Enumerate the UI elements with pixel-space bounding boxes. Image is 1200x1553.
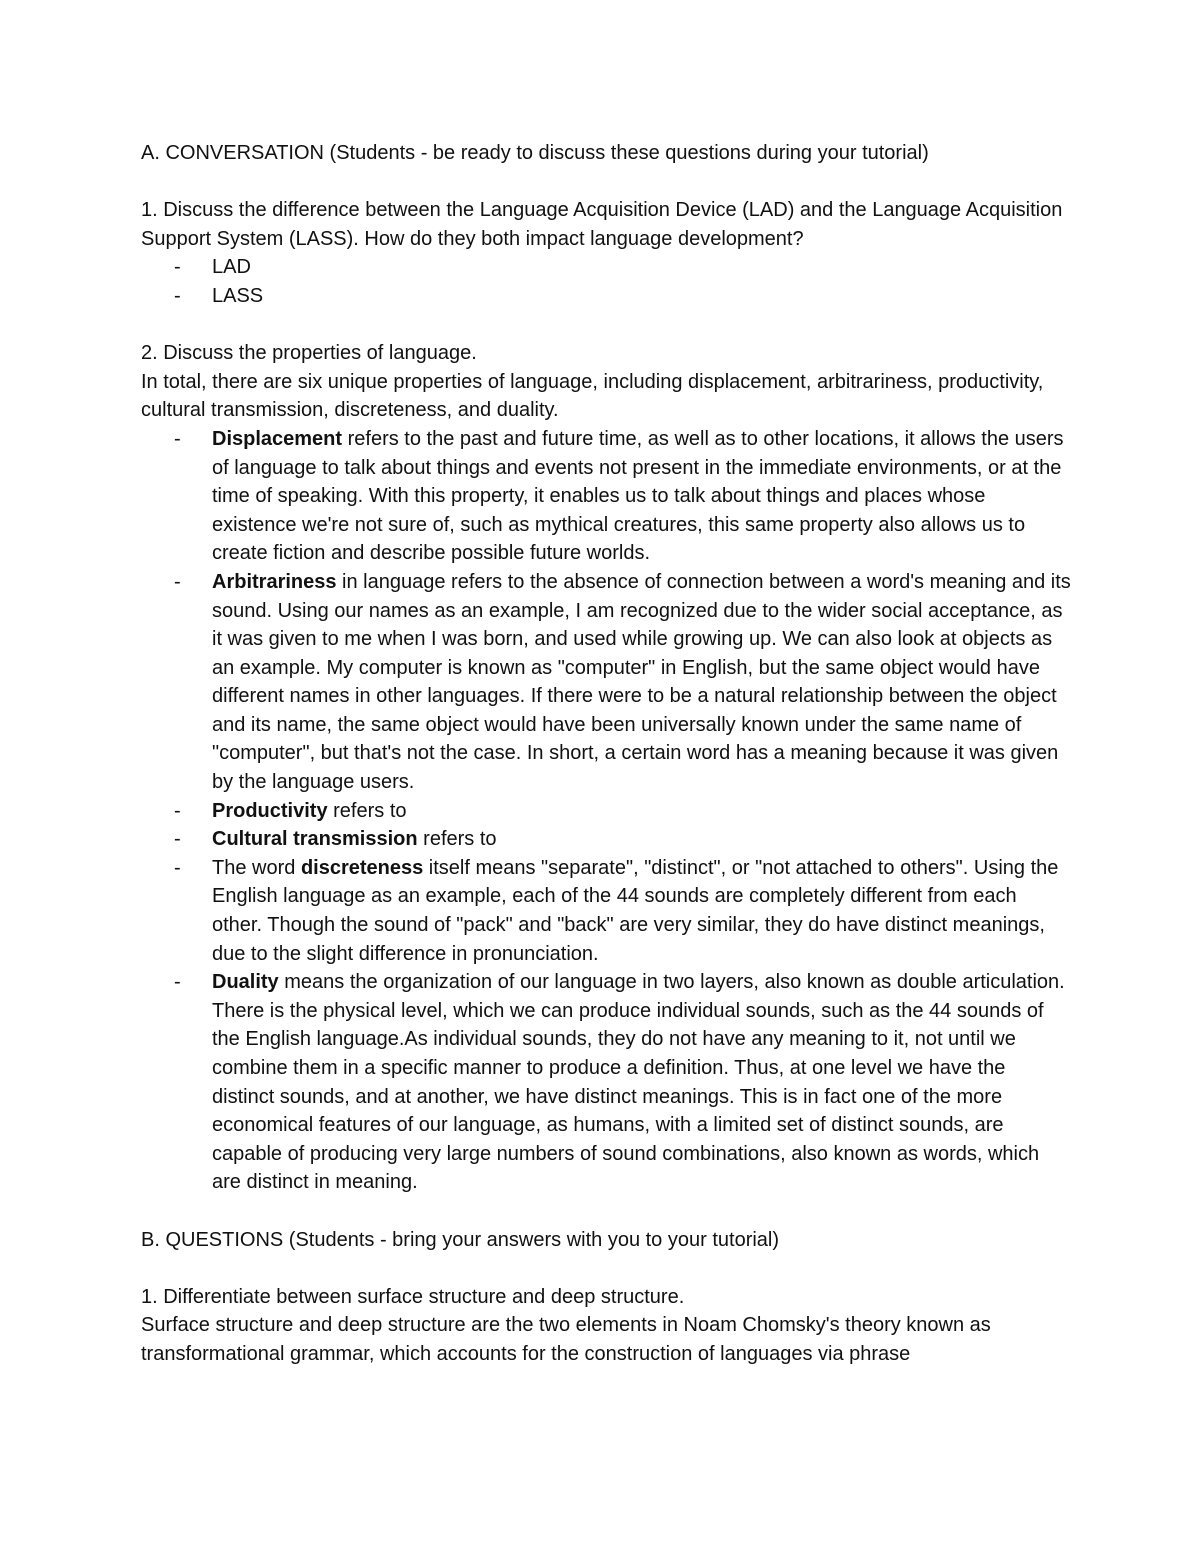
property-term: Cultural transmission: [212, 828, 418, 851]
property-duality: [141, 968, 1071, 1197]
spacer: [141, 168, 1071, 197]
property-discreteness: [141, 854, 1071, 968]
property-term: Duality: [212, 971, 279, 994]
question-1-list: [141, 253, 1071, 310]
dash-bullet: -: [174, 284, 181, 307]
property-term: discreteness: [300, 856, 424, 879]
dash-bullet: -: [174, 256, 181, 279]
properties-list: [141, 425, 1071, 1197]
question-b1-answer: Surface structure and deep structure are the two elements in Noam Chomsky's theory known as transformational grammar, which accounts for the construction of languages via phrase: [141, 1314, 991, 1365]
property-term: Displacement: [212, 427, 343, 450]
property-text: itself means "separate", "distinct", or "not attached to others". Using the English language as an example, each of the 44 sounds are completely different from each other. Though the sound of "pack" and "back" are very similar, they do have distinct meanings, due to the slight difference in pronunciation.: [212, 856, 1059, 965]
dash-bullet: -: [174, 828, 181, 851]
spacer: [141, 311, 1071, 340]
property-text: means the organization of our language in two layers, also known as double articulation. There is the physical level, which we can produce individual sounds, such as the 44 sounds of the English language.As individual sounds, they do not have any meaning to it, not until we combine them in a specific manner to produce a definition. Thus, at one level we have the distinct sounds, and at another, we have distinct meanings. This is in fact one of the more economical features of our language, as humans, with a limited set of distinct sounds, are capable of producing very large numbers of sound combinations, also known as words, which are distinct in meaning.: [212, 971, 1065, 1194]
dash-bullet: -: [174, 971, 181, 994]
property-term: Arbitrariness: [212, 570, 337, 593]
question-2-intro: In total, there are six unique properties of language, including displacement, arbitrariness, productivity, cultural transmission, discreteness, and duality.: [141, 370, 1044, 422]
list-item-text: LAD: [212, 256, 251, 279]
question-2-text: 2. Discuss the properties of language.: [141, 342, 477, 365]
property-cultural-transmission: [141, 825, 1071, 854]
section-a-heading: A. CONVERSATION (Students - be ready to discuss these questions during your tutorial): [141, 142, 929, 164]
dash-bullet: -: [174, 856, 181, 879]
property-arbitrariness: [141, 568, 1071, 797]
question-1-text: 1. Discuss the difference between the Language Acquisition Device (LAD) and the Language Acquisition Support System (LASS). How do they both impact language development?: [141, 199, 1063, 250]
document-page: [141, 139, 1071, 1369]
dash-bullet: -: [174, 799, 181, 822]
property-pre: The word: [212, 856, 301, 879]
question-b1-text: 1. Differentiate between surface structure and deep structure.: [141, 1285, 685, 1308]
property-text: refers to: [327, 799, 407, 822]
dash-bullet: -: [174, 427, 181, 450]
list-item-lad: [141, 253, 1071, 282]
property-productivity: [141, 797, 1071, 826]
property-text: in language refers to the absence of connection between a word's meaning and its sound. Using our names as an example, I am recognized due to the wider social acceptance, as it was given to me when I was born, and used while growing up. We can also look at objects as an example. My computer is known as "computer" in English, but the same object would have different names in other languages. If there were to be a natural relationship between the object and its name, the same object would have been universally known under the same name of "computer", but that's not the case. In short, a certain word has a meaning because it was given by the language users.: [212, 570, 1071, 794]
dash-bullet: -: [174, 570, 181, 593]
spacer: [141, 1254, 1071, 1283]
property-text: refers to the past and future time, as well as to other locations, it allows the users of language to talk about things and events not present in the immediate environments, or at the time of speaking. With this property, it enables us to talk about things and places whose existence we're not sure of, such as mythical creatures, this same property also allows us to create fiction and describe possible future worlds.: [212, 427, 1064, 565]
property-displacement: [141, 425, 1071, 568]
spacer: [141, 1197, 1071, 1226]
list-item-text: LASS: [212, 284, 264, 307]
property-term: Productivity: [212, 799, 328, 822]
section-b-heading: B. QUESTIONS (Students - bring your answers with you to your tutorial): [141, 1228, 780, 1251]
property-text: refers to: [417, 828, 497, 851]
list-item-lass: [141, 282, 1071, 311]
